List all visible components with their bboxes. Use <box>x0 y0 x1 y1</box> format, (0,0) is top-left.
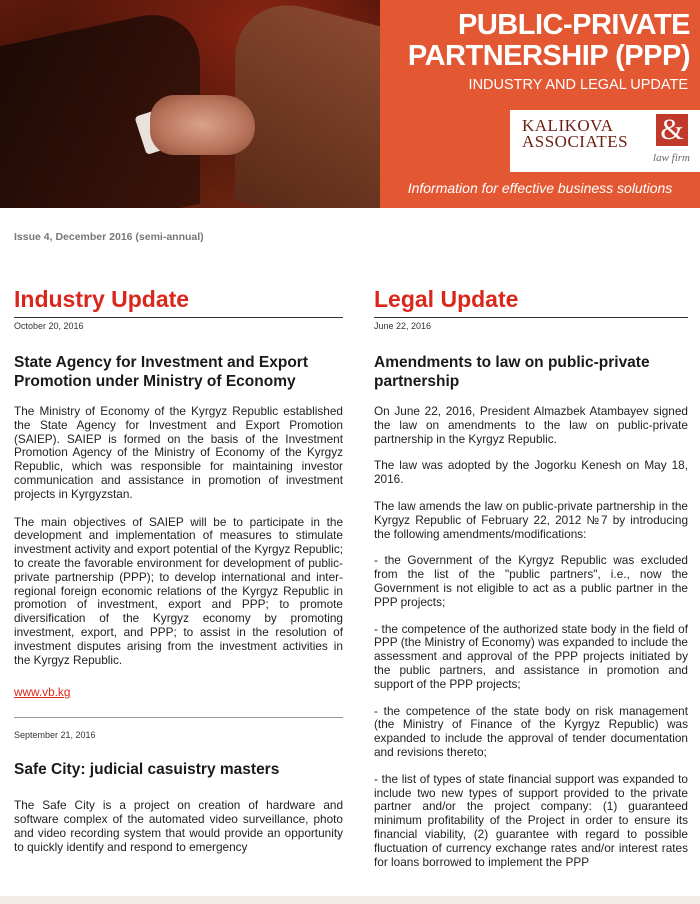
article-paragraph: The Ministry of Economy of the Kyrgyz Republic established the State Agency for Investment and Export Promotion (SAIEP). SAIEP is formed on the basis of the Investment Promotion Agency of the Ministry of Economy of the Kyrgyz Republic, which was responsible for maintaining investor communication and assistance in promotion of investment projects in Kyrgyzstan. <box>14 404 343 501</box>
header-banner <box>0 0 700 208</box>
article-date: October 20, 2016 <box>14 321 84 331</box>
article-paragraph: The main objectives of SAIEP will be to participate in the development and implementation of measures to stimulate investment activity and export potential of the Kyrgyz Republic; to create the favorable environment for development of public-private partnership (PPP); to develop international and inter-regional foreign economic relations of the Kyrgyz Republic in promotion of investment, export and PPP; to promote diversification of the Kyrgyz economy by promoting investment, export, and PPP; to assist in the resolution of investment disputes arising from the investment activities in the Kyrgyz Republic. <box>14 514 343 667</box>
divider <box>374 317 688 318</box>
article-paragraph: The law amends the law on public-private partnership in the Kyrgyz Republic of February 22, 2012 №7 by introducing the following amendments/modifications: <box>374 498 688 541</box>
right-sleeve-shape <box>235 0 395 208</box>
article-paragraph: The Safe City is a project on creation of hardware and software complex of the automated video surveillance, photo and video recording system that would provide an opportunity to quickly identify and respond to emergency <box>14 798 343 854</box>
article-paragraph: On June 22, 2016, President Almazbek Atambayev signed the law on amendments to the law on public-private partnership in the Kyrgyz Republic. <box>374 404 688 446</box>
legal-update-heading: Legal Update <box>374 286 519 312</box>
logo-line-1: KALIKOVA <box>522 116 614 135</box>
logo-wordmark <box>522 118 628 150</box>
article-paragraph: - the list of types of state financial support was expanded to include two new types of support provided to the private partner and/or the project company: (1) guaranteed minimum profitability of the Project in order to ensure its financial viability, (2) guarantee with regard to possible fluctuation of currency exchange rates and/or interest rates for loans borrowed to implement the PPP <box>374 771 688 869</box>
newsletter-title <box>408 10 690 72</box>
ampersand-icon: & <box>656 114 688 146</box>
handshake-icon <box>150 95 255 155</box>
title-line-2: PARTNERSHIP (PPP) <box>407 40 690 72</box>
article-date: June 22, 2016 <box>374 321 432 331</box>
legal-update-column <box>374 285 688 869</box>
newsletter-subtitle: INDUSTRY AND LEGAL UPDATE <box>468 77 688 93</box>
title-line-1: PUBLIC-PRIVATE <box>458 9 690 41</box>
divider <box>14 717 343 718</box>
article-paragraph: The law was adopted by the Jogorku Kenesh on May 18, 2016. <box>374 458 688 487</box>
article-title: State Agency for Investment and Export Promotion under Ministry of Economy <box>14 354 308 390</box>
issue-info: Issue 4, December 2016 (semi-annual) <box>14 231 204 243</box>
article-paragraph: - the competence of the state body on risk management (the Ministry of Finance of the Kyrgyz Republic) was expanded to include the approval of tender documentation and revisions thereto; <box>374 703 688 759</box>
title-panel <box>380 0 700 208</box>
firm-logo[interactable] <box>510 110 700 172</box>
logo-line-2: ASSOCIATES <box>522 132 629 151</box>
article-date: September 21, 2016 <box>14 730 96 741</box>
article-paragraph: - the Government of the Kyrgyz Republic was excluded from the list of the "public partners", i.e., now the Government is not eligible to act as a public partner in the PPP projects; <box>374 553 688 609</box>
article-title: Amendments to law on public-private partnership <box>374 354 650 390</box>
source-link[interactable]: www.vb.kg <box>14 685 71 700</box>
divider <box>14 317 343 318</box>
handshake-photo <box>0 0 380 208</box>
industry-update-heading: Industry Update <box>14 286 190 312</box>
article-paragraph: - the competence of the authorized state body in the field of PPP (the Ministry of Economy) was expanded to include the assessment and approval of the PPP projects initiated by the public partners, and assistance in promotion and support of the PPP projects; <box>374 621 688 691</box>
logo-tag: law firm <box>653 152 690 164</box>
tagline: Information for effective business solutions <box>407 180 673 196</box>
article-title: Safe City: judicial casuistry masters <box>14 761 280 779</box>
page-bottom-edge <box>0 896 700 904</box>
industry-update-column <box>14 285 343 855</box>
